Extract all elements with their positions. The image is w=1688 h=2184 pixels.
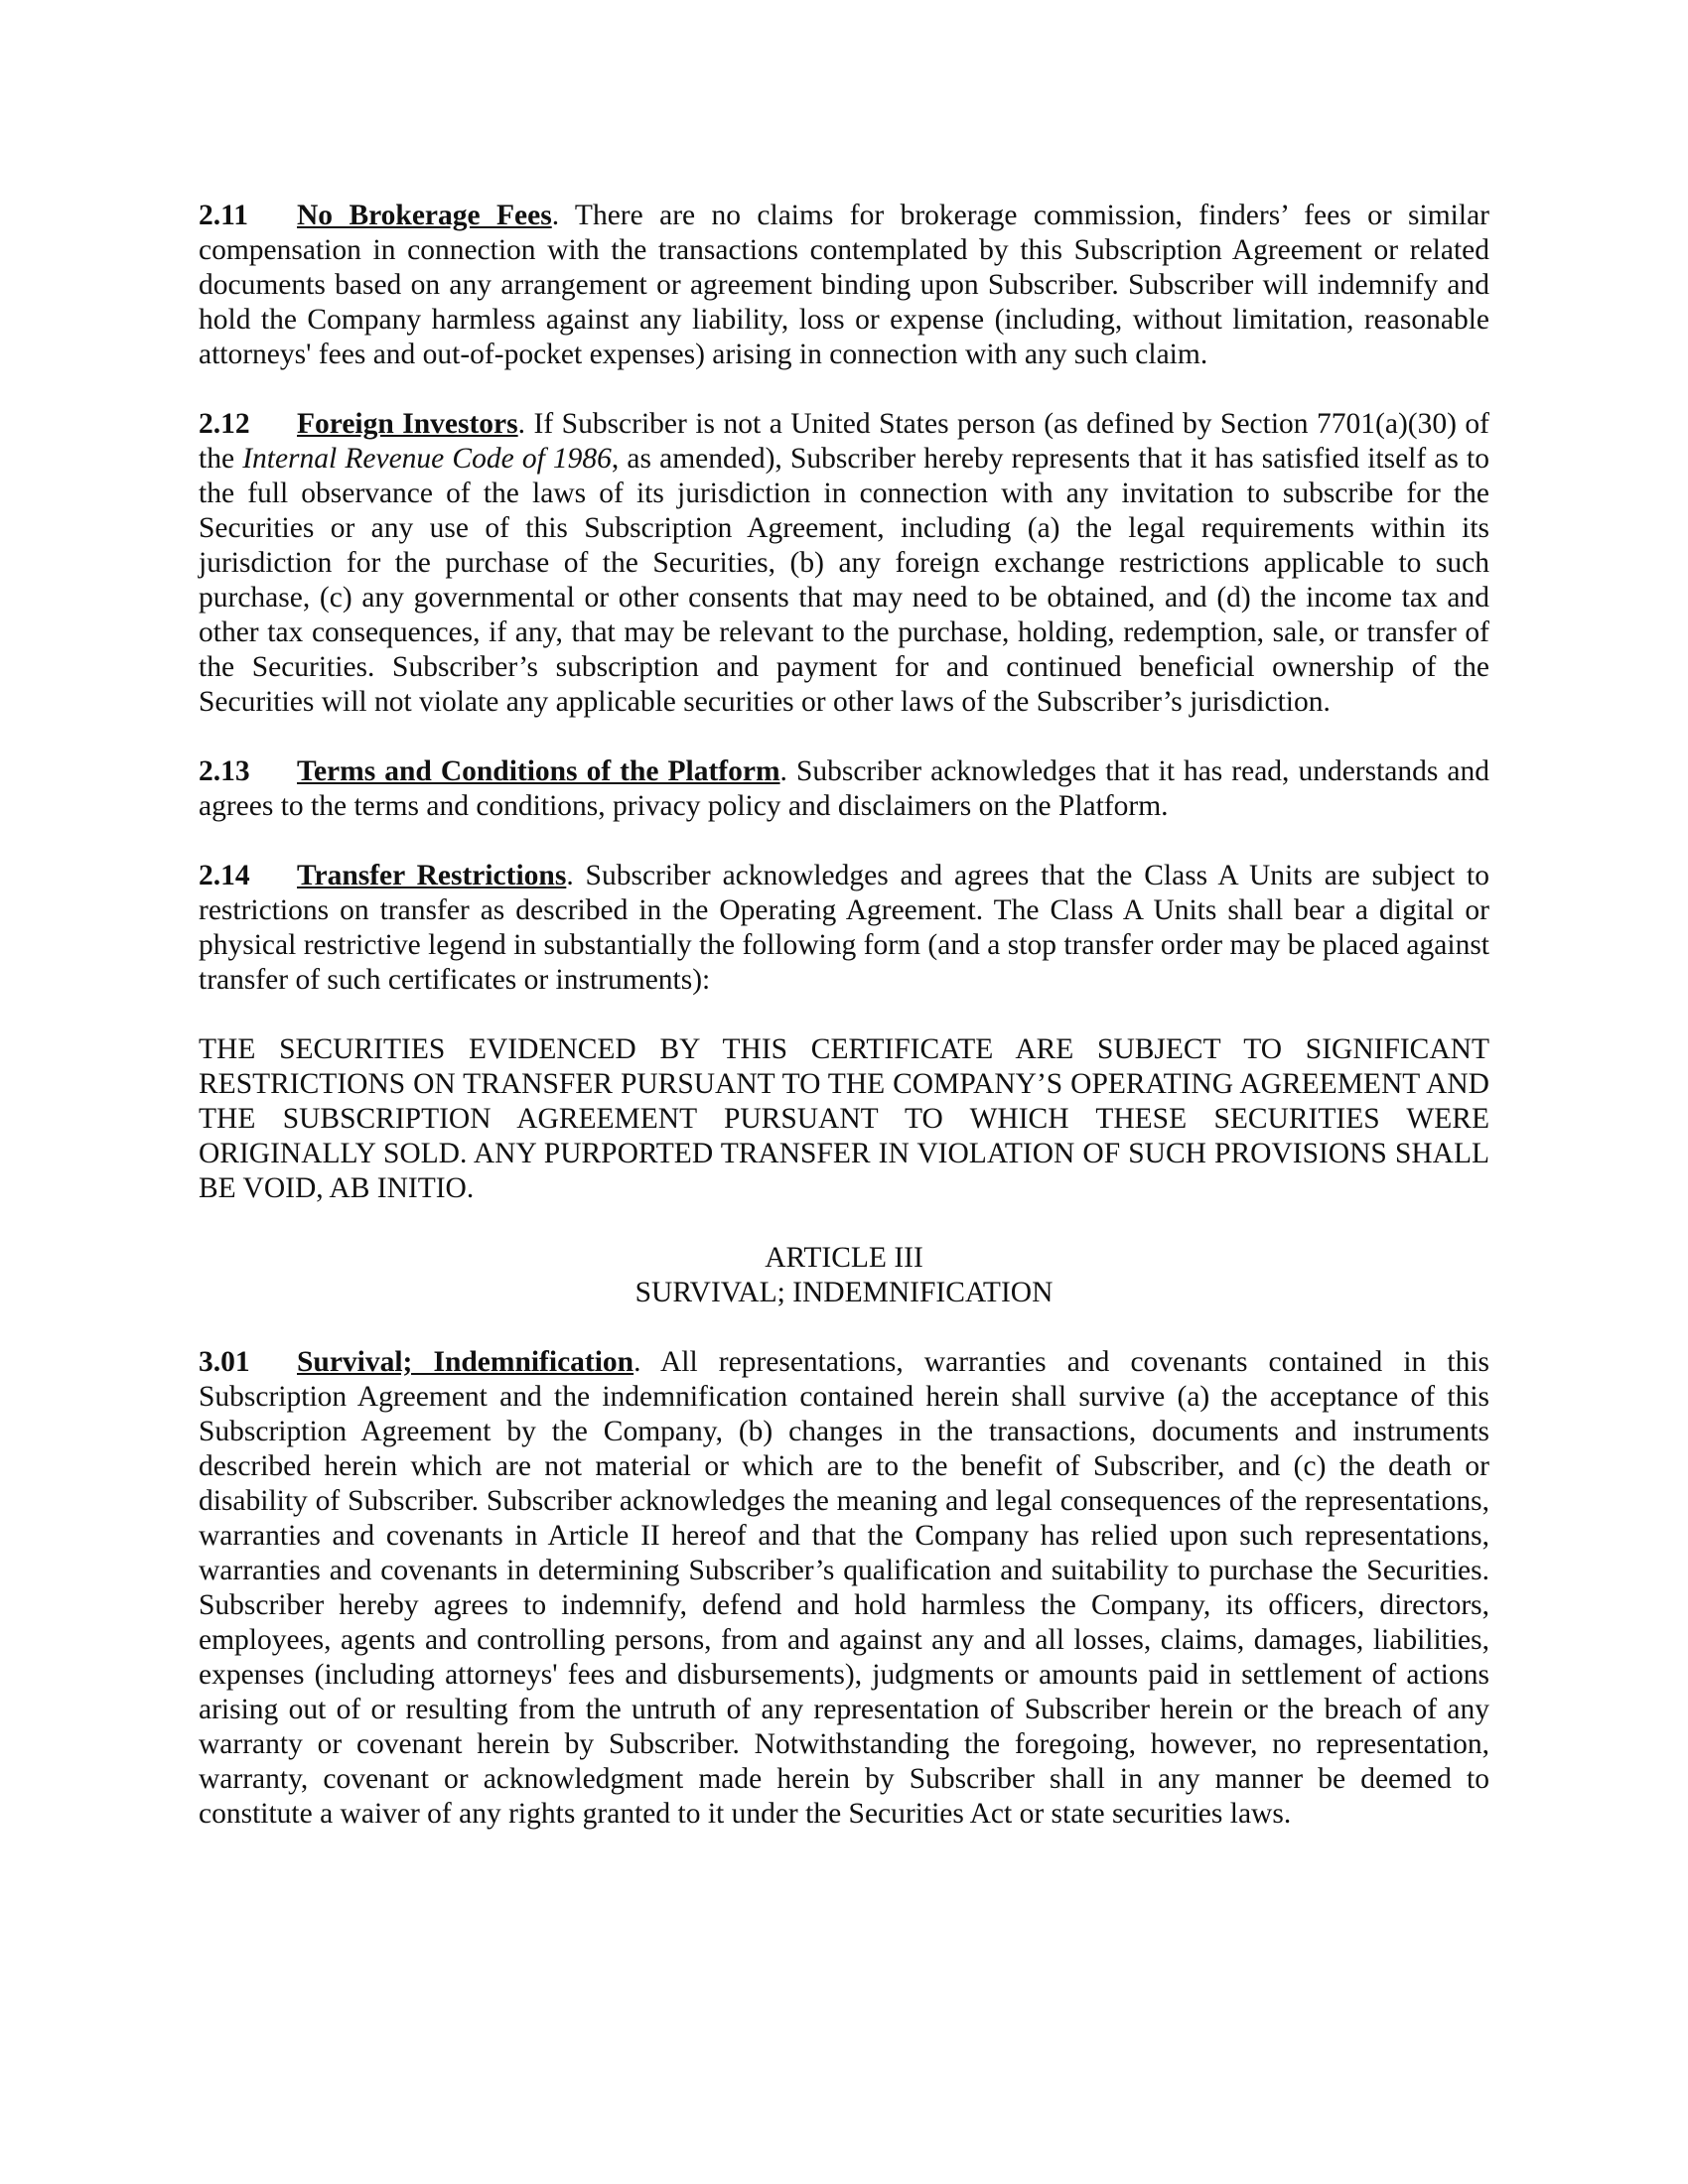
section-number: 3.01 [199,1346,250,1378]
section-2-11 [199,199,1489,372]
section-title: Transfer Restrictions [297,860,567,891]
section-2-14 [199,859,1489,998]
section-body: . All representations, warranties and covenants contained in this Subscription Agreement and the indemnification contained herein shall survive (a) the acceptance of this Subscription Agreement by the Company, (b) changes in the transactions, documents and instruments described herein which are not material or which are to the benefit of Subscriber, and (c) the death or disability of Subscriber. Subscriber acknowledges the meaning and legal consequences of the representations, warranties and covenants in Article II hereof and that the Company has relied upon such representations, warranties and covenants in determining Subscriber’s qualification and suitability to purchase the Securities. Subscriber hereby agrees to indemnify, defend and hold harmless the Company, its officers, directors, employees, agents and controlling persons, from and against any and all losses, claims, damages, liabilities, expenses (including attorneys' fees and disbursements), judgments or amounts paid in settlement of actions arising out of or resulting from the untruth of any representation of Subscriber herein or the breach of any warranty or covenant herein by Subscriber. Notwithstanding the foregoing, however, no representation, warranty, covenant or acknowledgment made herein by Subscriber shall in any manner be deemed to constitute a waiver of any rights granted to it under the Securities Act or state securities laws. [199,1346,1489,1830]
article-heading: ARTICLE III [765,1242,923,1274]
section-number: 2.12 [199,408,250,440]
section-title: Terms and Conditions of the Platform [297,755,780,787]
section-2-13 [199,754,1489,824]
section-body: . Subscriber acknowledges that it has read, understands and agrees to the terms and conditions, privacy policy and disclaimers on the Platform. [199,755,1489,822]
section-title: Foreign Investors [297,408,518,440]
article-heading-block [199,1241,1489,1310]
section-title: No Brokerage Fees [297,200,552,231]
section-body: . If Subscriber is not a United States person (as defined by Section 7701(a)(30) of the [199,408,1489,475]
section-title: Survival; Indemnification [297,1346,634,1378]
section-number: 2.11 [199,200,248,231]
section-2-12 [199,407,1489,720]
statute-name: Internal Revenue Code of 1986 [242,443,612,475]
section-body: . Subscriber acknowledges and agrees that the Class A Units are subject to restrictions on transfer as described in the Operating Agreement. The Class A Units shall bear a digital or physical restrictive legend in substantially the following form (and a stop transfer order may be placed against transfer of such certificates or instruments): [199,860,1489,996]
article-subheading: SURVIVAL; INDEMNIFICATION [634,1277,1054,1308]
restrictive-legend: THE SECURITIES EVIDENCED BY THIS CERTIFICATE ARE SUBJECT TO SIGNIFICANT RESTRICTIONS ON TRANSFER PURSUANT TO THE COMPANY’S OPERATING AGREEMENT AND THE SUBSCRIPTION AGREEMENT PURSUANT TO WHICH THESE SECURITIES WERE ORIGINALLY SOLD. ANY PURPORTED TRANSFER IN VIOLATION OF SUCH PROVISIONS SHALL BE VOID, AB INITIO. [199,1033,1489,1204]
section-body-continued: , as amended), Subscriber hereby represents that it has satisfied itself as to the full observance of the laws of its jurisdiction in connection with any invitation to subscribe for the Securities or any use of this Subscription Agreement, including (a) the legal requirements within its jurisdiction for the purchase of the Securities, (b) any foreign exchange restrictions applicable to such purchase, (c) any governmental or other consents that may need to be obtained, and (d) the income tax and other tax consequences, if any, that may be relevant to the purchase, holding, redemption, sale, or transfer of the Securities. Subscriber’s subscription and payment for and continued beneficial ownership of the Securities will not violate any applicable securities or other laws of the Subscriber’s jurisdiction. [199,443,1489,718]
document-page [199,199,1489,1866]
section-body: . There are no claims for brokerage commission, finders’ fees or similar compensation in connection with the transactions contemplated by this Subscription Agreement or related documents based on any arrangement or agreement binding upon Subscriber. Subscriber will indemnify and hold the Company harmless against any liability, loss or expense (including, without limitation, reasonable attorneys' fees and out-of-pocket expenses) arising in connection with any such claim. [199,200,1489,370]
section-3-01 [199,1345,1489,1832]
section-number: 2.13 [199,755,250,787]
section-number: 2.14 [199,860,250,891]
